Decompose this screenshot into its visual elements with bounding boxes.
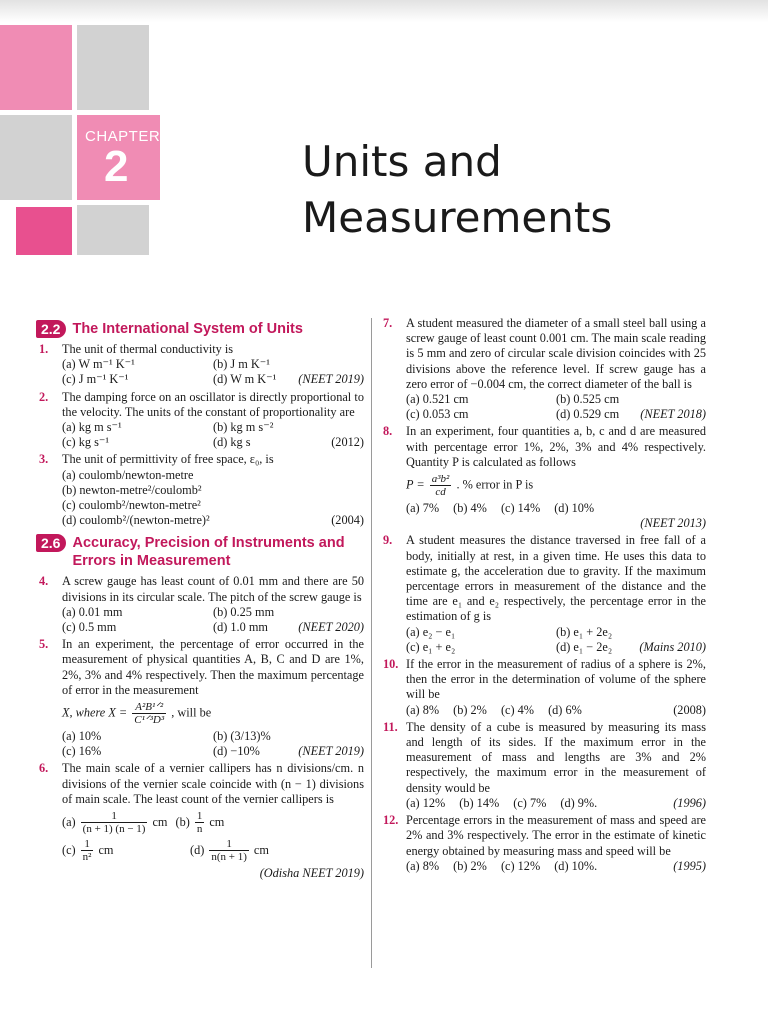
options	[406, 392, 706, 422]
option: (a) 0.01 mm	[62, 604, 123, 619]
question-number: 12.	[383, 813, 399, 828]
exam-source: (NEET 2020)	[298, 620, 364, 635]
chapter-label: CHAPTER	[85, 128, 161, 145]
question-text: The damping force on an oscillator is directly proportional to the velocity. The units of the constant of proportionality are	[62, 389, 364, 419]
formula-tail: . % error in P is	[456, 477, 534, 492]
decor-square	[77, 205, 149, 255]
fraction-numerator: 1	[196, 810, 203, 823]
option: (a) 7%	[406, 501, 440, 516]
option-label: (a)	[62, 814, 76, 829]
option: (d) −10%	[213, 744, 260, 759]
question-text: In an experiment, four quantities a, b, c and d are measured with percentage error 1%, 2%, 3% and 4% respectively. Quantity P is calculated as follows	[406, 424, 706, 469]
question	[380, 813, 706, 874]
question-number: 2.	[39, 389, 49, 404]
question-number: 4.	[39, 574, 49, 589]
option: (d) e₁ − 2e₂	[556, 639, 613, 654]
column-divider	[371, 318, 372, 968]
question-number: 6.	[39, 761, 49, 776]
option	[62, 838, 182, 863]
question-text: Percentage errors in the measurement of mass and speed are 2% and 3% respectively. The error in the estimate of kinetic energy obtained by measuring mass and speed will be	[406, 813, 706, 858]
fraction-numerator: 1	[209, 838, 249, 851]
option: (c) kg s⁻¹	[62, 435, 110, 450]
fraction-denominator: cd	[435, 486, 446, 499]
decor-square	[16, 207, 72, 255]
option: (c) 16%	[62, 744, 102, 759]
fraction-numerator: 1	[81, 810, 148, 823]
option: (b) 4%	[453, 501, 487, 516]
right-column	[380, 316, 706, 876]
options	[406, 796, 706, 811]
option: (a) 0.521 cm	[406, 392, 469, 407]
question-number: 3.	[39, 452, 49, 467]
formula	[62, 701, 364, 726]
option: (b) newton-metre²/coulomb²	[62, 482, 202, 497]
option: (c) coulomb²/newton-metre²	[62, 498, 201, 513]
question	[380, 424, 706, 531]
section-title: The International System of Units	[72, 321, 303, 337]
exam-source: (1996)	[673, 795, 706, 810]
fraction-denominator: C¹ᐟ³D³	[134, 714, 165, 727]
option-label: (c)	[62, 842, 76, 857]
question-number: 7.	[383, 316, 393, 330]
fraction-denominator: n	[196, 823, 203, 836]
fraction-numerator: 1	[81, 838, 94, 851]
section-number: 2.6	[36, 534, 66, 552]
question	[36, 637, 364, 759]
option: (a) coulomb/newton-metre	[62, 467, 194, 482]
exam-source: (NEET 2013)	[640, 516, 706, 531]
section-heading	[36, 534, 364, 570]
option: (a) 10%	[62, 729, 102, 744]
option: (a) 8%	[406, 858, 440, 873]
option: (d) 1.0 mm	[213, 620, 268, 635]
fraction-numerator: a³b²	[431, 473, 450, 486]
options	[62, 357, 364, 387]
question-text: A student measured the diameter of a small steel ball using a screw gauge of least count 0.001 cm. The main scale reading is 5 mm and zero of circular scale division coincides with 25 divisions above the reference level. If screw gauge has a zero error of −0.004 cm, the correct diameter of the ball is	[406, 316, 706, 391]
fraction-numerator: A²B¹ᐟ²	[132, 701, 166, 714]
formula	[406, 473, 706, 498]
options	[406, 501, 706, 516]
options	[406, 625, 706, 655]
exam-source: (NEET 2018)	[640, 407, 706, 422]
option: (a) kg m s⁻¹	[62, 420, 122, 435]
option: (b) J m K⁻¹	[213, 357, 270, 372]
chapter-number: 2	[104, 142, 129, 191]
option: (c) 7%	[513, 795, 547, 810]
option: (d) kg s	[213, 435, 251, 450]
question-text: If the error in the measurement of radius of a sphere is 2%, then the error in the determination of volume of the sphere will be	[406, 657, 706, 702]
fraction-denominator: n(n + 1)	[211, 851, 247, 864]
options	[406, 703, 706, 718]
chapter-title	[302, 134, 722, 246]
option: (c) 0.5 mm	[62, 620, 117, 635]
option: (d) 10%	[554, 501, 595, 516]
option: (d) 10%.	[554, 858, 598, 873]
option: (c) J m⁻¹ K⁻¹	[62, 372, 129, 387]
option-unit: cm	[152, 814, 168, 829]
question	[380, 533, 706, 655]
fraction-denominator: (n + 1) (n − 1)	[82, 823, 146, 836]
question-text: A screw gauge has least count of 0.01 mm and there are 50 divisions in its circular scale. The pitch of the screw gauge is	[62, 574, 364, 604]
options	[406, 859, 706, 874]
formula-tail: , will be	[171, 705, 212, 720]
option-unit: cm	[253, 842, 269, 857]
option: (c) 14%	[500, 501, 541, 516]
formula-lead: P =	[406, 477, 425, 492]
option	[190, 838, 269, 863]
question-number: 5.	[39, 637, 49, 652]
option-unit: cm	[98, 842, 114, 857]
question	[380, 720, 706, 811]
question-text: The unit of permittivity of free space, ε₀, is	[62, 452, 274, 467]
exam-source: (2004)	[331, 513, 364, 528]
question-text: A student measures the distance traversed in free fall of a body, initially at rest, in a given time. He uses this data to estimate g, the acceleration due to gravity. If the maximum percentage errors in measurement of the distance and the time are e₁ and e₂ respectively, the percentage error in the estimation of g is	[406, 533, 706, 624]
formula-lead: X, where X =	[62, 705, 128, 720]
exam-source: (2012)	[331, 435, 364, 450]
exam-source: (1995)	[673, 858, 706, 873]
question	[36, 761, 364, 881]
option: (b) kg m s⁻²	[213, 420, 274, 435]
option: (d) coulomb²/(newton-metre)²	[62, 513, 210, 528]
option: (b) 0.525 cm	[556, 392, 620, 407]
question-number: 9.	[383, 533, 393, 548]
question	[36, 452, 364, 528]
fraction	[132, 701, 166, 726]
option: (a) e₂ − e₁	[406, 624, 456, 639]
exam-source: (Odisha NEET 2019)	[259, 866, 364, 881]
options	[62, 605, 364, 635]
option: (d) W m K⁻¹	[213, 372, 277, 387]
question-text: In an experiment, the percentage of error occurred in the measurement of physical quantities A, B, C and D are 1%, 2%, 3% and 4% respectively. Then the maximum percentage of error in the measurement	[62, 637, 364, 697]
option: (c) 4%	[500, 702, 535, 717]
left-column	[36, 316, 364, 883]
option: (d) 6%	[548, 702, 582, 717]
option: (b) 2%	[453, 858, 487, 873]
option: (b) 0.25 mm	[213, 604, 275, 619]
section-title: Accuracy, Precision of Instruments and Errors in Measurement	[72, 535, 345, 570]
options	[62, 729, 364, 759]
question-number: 8.	[383, 424, 393, 439]
option: (a) 12%	[406, 795, 446, 810]
question	[380, 657, 706, 718]
exam-source: (Mains 2010)	[639, 639, 706, 654]
fraction-denominator: n²	[82, 851, 92, 864]
option: (b) (3/13)%	[213, 729, 271, 744]
section-heading	[36, 320, 364, 338]
question-text: The density of a cube is measured by measuring its mass and length of its sides. If the maximum error in the measurement of mass and lengths are 3% and 2% respectively, the maximum error in the measurement of density would be	[406, 719, 706, 795]
option: (b) e₁ + 2e₂	[556, 624, 613, 639]
question	[36, 390, 364, 451]
options	[62, 420, 364, 450]
option: (a) W m⁻¹ K⁻¹	[62, 357, 135, 372]
exam-source: (NEET 2019)	[298, 744, 364, 759]
options	[62, 810, 364, 835]
section-number: 2.2	[36, 320, 66, 338]
options	[62, 838, 364, 863]
question-number: 11.	[383, 719, 398, 734]
decor-square	[0, 115, 72, 200]
decor-square	[0, 25, 72, 110]
option: (d) 9%.	[560, 795, 598, 810]
fraction	[430, 473, 452, 498]
option-label: (d)	[190, 842, 205, 857]
question-text: The unit of thermal conductivity is	[62, 342, 234, 356]
question-number: 10.	[383, 657, 399, 672]
option	[176, 810, 225, 835]
page-top-shadow	[0, 0, 768, 22]
exam-source: (2008)	[673, 702, 706, 717]
question	[36, 342, 364, 388]
option: (d) 0.529 cm	[556, 407, 620, 422]
option: (b) 14%	[459, 795, 500, 810]
question-text: The main scale of a vernier callipers has n divisions/cm. n divisions of the vernier scale coincide with (n − 1) divisions of main scale. The least count of the vernier callipers is	[62, 761, 364, 806]
decor-square	[77, 25, 149, 110]
option: (c) 0.053 cm	[406, 407, 469, 422]
option: (b) 2%	[453, 702, 487, 717]
option-label: (b)	[175, 814, 190, 829]
option: (a) 8%	[406, 702, 440, 717]
chapter-title-line: Units and	[302, 137, 502, 186]
exam-source: (NEET 2019)	[298, 372, 364, 387]
question	[36, 574, 364, 635]
option	[62, 810, 168, 835]
chapter-title-line: Measurements	[302, 193, 613, 242]
option-unit: cm	[209, 814, 225, 829]
option: (c) e₁ + e₂	[406, 639, 456, 654]
question	[380, 316, 706, 422]
question-number: 1.	[39, 342, 49, 356]
option: (c) 12%	[500, 858, 541, 873]
